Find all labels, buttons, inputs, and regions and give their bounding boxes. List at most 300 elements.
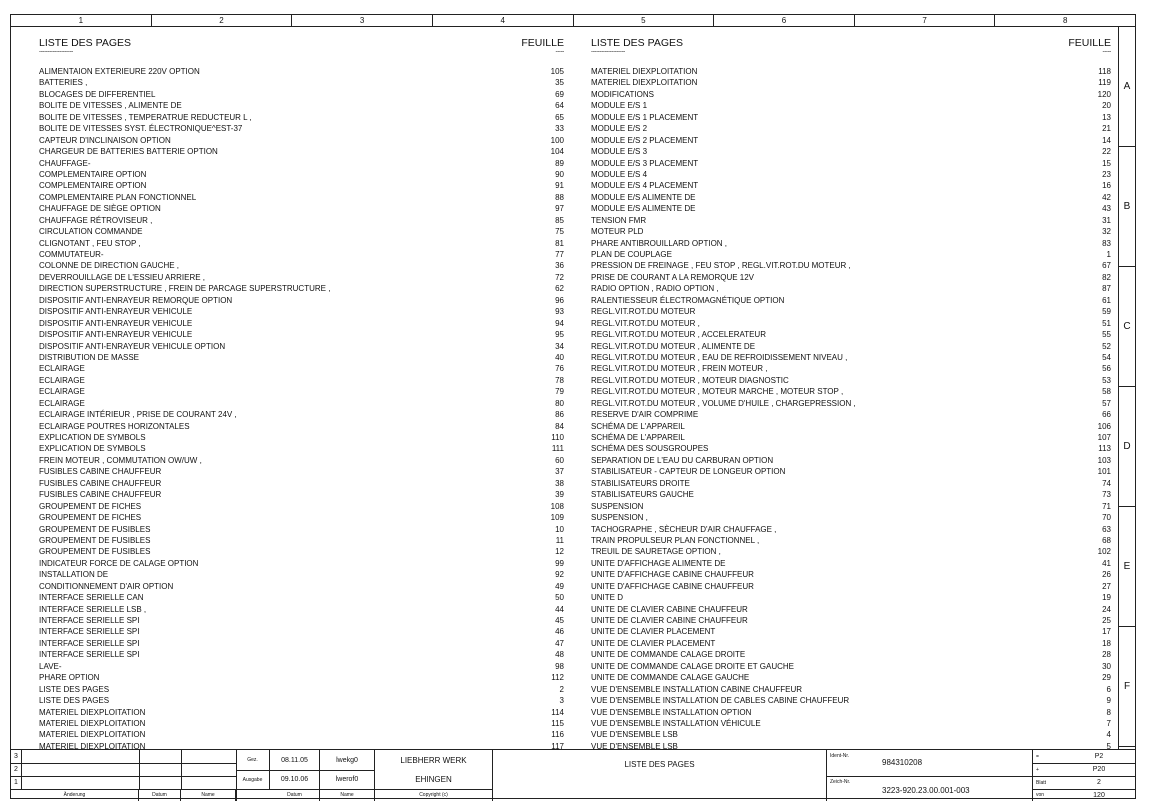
entry-page: 7 bbox=[1106, 718, 1111, 728]
list-item bbox=[39, 135, 564, 146]
list-item bbox=[39, 180, 564, 191]
entry-title: REGL.VIT.ROT.DU MOTEUR , VOLUME D'HUILE , CHARGEPRESSION , bbox=[591, 398, 856, 408]
entry-page: 89 bbox=[555, 158, 564, 168]
list-item bbox=[39, 352, 564, 363]
entry-page: 101 bbox=[1097, 467, 1111, 477]
ausgabe-name: lwerof0 bbox=[320, 770, 375, 789]
entry-page: 91 bbox=[555, 181, 564, 191]
entry-title: STABILISATEURS GAUCHE bbox=[591, 490, 694, 500]
entry-title: UNITE D'AFFICHAGE CABINE CHAUFFEUR bbox=[591, 581, 754, 591]
zeich-cell bbox=[827, 776, 1033, 801]
entry-title: INTERFACE SERIELLE SPI bbox=[39, 638, 140, 648]
entry-title: SUSPENSION , bbox=[591, 513, 648, 523]
list-item bbox=[591, 501, 1111, 512]
list-item bbox=[591, 100, 1111, 111]
ident-number: 984310208 bbox=[882, 758, 923, 767]
list-item bbox=[39, 501, 564, 512]
entry-page: 88 bbox=[555, 192, 564, 202]
list-item bbox=[39, 466, 564, 477]
list-item bbox=[591, 249, 1111, 260]
entry-title: PRISE DE COURANT A LA REMORQUE 12V bbox=[591, 272, 755, 282]
entry-page: 11 bbox=[555, 535, 564, 545]
entry-title: LAVE- bbox=[39, 661, 62, 671]
plant-code: P2 bbox=[1094, 753, 1104, 760]
list-item bbox=[591, 203, 1111, 214]
list-item bbox=[39, 729, 564, 740]
entry-page: 42 bbox=[1102, 192, 1111, 202]
page-list-left bbox=[39, 37, 564, 751]
entry-page: 92 bbox=[555, 570, 564, 580]
entry-page: 16 bbox=[1102, 181, 1111, 191]
entry-title: UNITE D'AFFICHAGE CABINE CHAUFFEUR bbox=[591, 570, 754, 580]
list-item bbox=[591, 466, 1111, 477]
entry-title: CHAUFFAGE RÉTROVISEUR , bbox=[39, 215, 153, 225]
entry-page: 117 bbox=[551, 741, 564, 751]
entry-page: 64 bbox=[555, 101, 564, 111]
entry-page: 68 bbox=[1102, 535, 1111, 545]
entry-title: VUE D'ENSEMBLE INSTALLATION VÉHICULE bbox=[591, 718, 761, 728]
entry-title: LISTE DES PAGES bbox=[39, 696, 110, 706]
list-item bbox=[591, 398, 1111, 409]
entry-title: VUE D'ENSEMBLE INSTALLATION OPTION bbox=[591, 707, 752, 717]
list-item bbox=[39, 329, 564, 340]
entry-title: EXPLICATION DE SYMBOLS bbox=[39, 444, 146, 454]
entry-title: SUSPENSION bbox=[591, 501, 644, 511]
entry-title: MODULE E/S ALIMENTE DE bbox=[591, 192, 696, 202]
entry-title: INSTALLATION DE bbox=[39, 570, 109, 580]
zeich-number: 3223-920.23.00.001-003 bbox=[882, 786, 970, 795]
row-marker: E bbox=[1119, 506, 1135, 627]
entry-title: LISTE DES PAGES bbox=[39, 684, 110, 694]
entry-page: 18 bbox=[1102, 638, 1111, 648]
page-list-right bbox=[591, 37, 1111, 751]
entry-title: UNITE DE CLAVIER PLACEMENT bbox=[591, 627, 716, 637]
list-item bbox=[591, 512, 1111, 523]
list-item bbox=[591, 306, 1111, 317]
location-mark: + bbox=[1036, 766, 1039, 773]
tb-line bbox=[1033, 776, 1135, 777]
entry-title: RALENTIESSEUR ÉLECTROMAGNÉTIQUE OPTION bbox=[591, 295, 785, 305]
entry-page: 37 bbox=[555, 467, 564, 477]
entry-page: 10 bbox=[555, 524, 564, 534]
entry-title: UNITE DE CLAVIER CABINE CHAUFFEUR bbox=[591, 604, 748, 614]
entry-title: CAPTEUR D'INCLINAISON OPTION bbox=[39, 135, 171, 145]
entry-page: 49 bbox=[555, 581, 564, 591]
entry-page: 33 bbox=[555, 124, 564, 134]
entry-title: COMPLEMENTAIRE PLAN FONCTIONNEL bbox=[39, 192, 197, 202]
entries-right bbox=[591, 66, 1111, 752]
list-item bbox=[591, 409, 1111, 420]
rev-line bbox=[11, 763, 236, 764]
list-item bbox=[39, 386, 564, 397]
list-item bbox=[39, 77, 564, 88]
entry-title: GROUPEMENT DE FICHES bbox=[39, 513, 142, 523]
list-item bbox=[39, 661, 564, 672]
entry-title: TRAIN PROPULSEUR PLAN FONCTIONNEL , bbox=[591, 535, 760, 545]
entry-page: 21 bbox=[1102, 124, 1111, 134]
entry-title: TACHOGRAPHE , SÈCHEUR D'AIR CHAUFFAGE , bbox=[591, 524, 777, 534]
entry-page: 115 bbox=[551, 718, 564, 728]
entry-page: 96 bbox=[555, 295, 564, 305]
entry-page: 56 bbox=[1102, 364, 1111, 374]
entry-title: ECLAIRAGE bbox=[39, 387, 85, 397]
entry-title: REGL.VIT.ROT.DU MOTEUR , FREIN MOTEUR , bbox=[591, 364, 768, 374]
list-item bbox=[39, 363, 564, 374]
list-item bbox=[591, 169, 1111, 180]
list-item bbox=[591, 295, 1111, 306]
list-item bbox=[39, 455, 564, 466]
entry-title: PHARE ANTIBROUILLARD OPTION , bbox=[591, 238, 728, 248]
entry-title: INTERFACE SERIELLE CAN bbox=[39, 593, 144, 603]
entry-title: SCHÉMA DES SOUSGROUPES bbox=[591, 444, 709, 454]
entry-page: 113 bbox=[1098, 444, 1111, 454]
list-item bbox=[591, 649, 1111, 660]
entry-page: 4 bbox=[1106, 730, 1111, 740]
entry-page: 15 bbox=[1102, 158, 1111, 168]
tb-line bbox=[1033, 789, 1135, 790]
list-item bbox=[591, 215, 1111, 226]
entry-page: 62 bbox=[555, 284, 564, 294]
entry-title: COMMUTATEUR- bbox=[39, 250, 104, 259]
entry-page: 75 bbox=[555, 227, 564, 237]
list-item bbox=[39, 512, 564, 523]
entry-page: 93 bbox=[555, 307, 564, 317]
entry-page: 51 bbox=[1102, 318, 1111, 328]
drawing-sheet bbox=[10, 14, 1136, 799]
entry-page: 94 bbox=[555, 318, 564, 328]
column-marker: 7 bbox=[855, 15, 996, 26]
entry-page: 58 bbox=[1102, 387, 1111, 397]
entry-page: 2 bbox=[559, 684, 564, 694]
list-item bbox=[39, 649, 564, 660]
entry-page: 9 bbox=[1106, 696, 1111, 706]
list-item bbox=[591, 695, 1111, 706]
row-marker: D bbox=[1119, 386, 1135, 507]
list-item bbox=[39, 100, 564, 111]
entry-page: 84 bbox=[555, 421, 564, 431]
entry-title: COLONNE DE DIRECTION GAUCHE , bbox=[39, 261, 180, 271]
datum-label: Datum bbox=[270, 789, 320, 801]
list-item bbox=[591, 729, 1111, 740]
list-item bbox=[39, 592, 564, 603]
entry-page: 50 bbox=[555, 593, 564, 603]
doc-title-space bbox=[493, 779, 827, 801]
column-marker: 1 bbox=[11, 15, 152, 26]
entry-page: 69 bbox=[555, 89, 564, 99]
entry-page: 110 bbox=[551, 433, 564, 442]
list-item bbox=[39, 707, 564, 718]
entry-page: 76 bbox=[555, 364, 564, 374]
entry-page: 30 bbox=[1102, 661, 1111, 671]
list-title: LISTE DES PAGES bbox=[591, 37, 684, 49]
entry-title: DISPOSITIF ANTI-ENRAYEUR VEHICULE bbox=[39, 307, 193, 317]
von-number: 120 bbox=[1093, 791, 1105, 799]
entry-title: UNITE D bbox=[591, 593, 623, 603]
entry-title: RADIO OPTION , RADIO OPTION , bbox=[591, 284, 719, 294]
entry-title: INTERFACE SERIELLE SPI bbox=[39, 627, 140, 637]
feuille-rule: ----- bbox=[1102, 49, 1111, 55]
row-marker: A bbox=[1119, 26, 1135, 147]
entry-title: MODULE E/S 4 bbox=[591, 169, 648, 179]
list-item bbox=[39, 524, 564, 535]
entry-title: CLIGNOTANT , FEU STOP , bbox=[39, 238, 141, 248]
entry-page: 114 bbox=[551, 707, 564, 717]
entry-page: 78 bbox=[555, 375, 564, 385]
entry-page: 52 bbox=[1102, 341, 1111, 351]
list-item bbox=[39, 478, 564, 489]
entry-page: 13 bbox=[1102, 112, 1111, 122]
entry-page: 100 bbox=[550, 135, 564, 145]
entry-title: REGL.VIT.ROT.DU MOTEUR , MOTEUR MARCHE , MOTEUR STOP , bbox=[591, 387, 844, 397]
entry-page: 77 bbox=[555, 250, 564, 259]
list-item bbox=[39, 318, 564, 329]
entry-page: 99 bbox=[555, 558, 564, 568]
list-item bbox=[39, 695, 564, 706]
rev-divider bbox=[139, 750, 140, 789]
company-line2: EHINGEN bbox=[375, 770, 493, 789]
plant-mark: = bbox=[1036, 753, 1039, 760]
list-item bbox=[591, 66, 1111, 77]
list-item bbox=[591, 661, 1111, 672]
entry-title: MATERIEL DIEXPLOITATION bbox=[39, 741, 146, 751]
entry-page: 55 bbox=[1102, 330, 1111, 340]
tb-line bbox=[827, 776, 1033, 777]
entry-page: 111 bbox=[551, 444, 564, 454]
entry-title: MODULE E/S 3 PLACEMENT bbox=[591, 158, 699, 168]
entry-title: CIRCULATION COMMANDE bbox=[39, 227, 143, 237]
entry-page: 1 bbox=[1106, 250, 1111, 259]
entry-title: MODULE E/S 4 PLACEMENT bbox=[591, 181, 699, 191]
entry-page: 27 bbox=[1102, 581, 1111, 591]
column-marker-strip bbox=[11, 15, 1135, 27]
entry-title: INTERFACE SERIELLE SPI bbox=[39, 616, 140, 625]
list-item bbox=[39, 489, 564, 500]
feuille-rule: ----- bbox=[555, 49, 564, 55]
entry-title: TENSION FMR bbox=[591, 215, 647, 225]
entry-title: EXPLICATION DE SYMBOLS bbox=[39, 433, 146, 442]
list-item bbox=[591, 478, 1111, 489]
entry-title: UNITE DE COMMANDE CALAGE GAUCHE bbox=[591, 673, 750, 683]
entry-title: ECLAIRAGE POUTRES HORIZONTALES bbox=[39, 421, 190, 431]
entry-title: REGL.VIT.ROT.DU MOTEUR bbox=[591, 307, 696, 317]
entry-page: 108 bbox=[550, 501, 564, 511]
company-line1: LIEBHERR WERK bbox=[375, 750, 493, 770]
list-item bbox=[39, 226, 564, 237]
list-item bbox=[591, 77, 1111, 88]
entry-page: 63 bbox=[1102, 524, 1111, 534]
entry-page: 47 bbox=[555, 638, 564, 648]
rev-header-name: Name bbox=[181, 789, 236, 801]
entry-page: 70 bbox=[1102, 513, 1111, 523]
entry-title: MOTEUR PLD bbox=[591, 227, 644, 237]
entry-page: 8 bbox=[1106, 707, 1111, 717]
entry-page: 39 bbox=[555, 490, 564, 500]
list-item bbox=[591, 638, 1111, 649]
ident-label: Ident-Nr. bbox=[830, 753, 850, 759]
list-item bbox=[39, 684, 564, 695]
entry-page: 67 bbox=[1102, 261, 1111, 271]
entry-page: 44 bbox=[555, 604, 564, 614]
list-item bbox=[591, 192, 1111, 203]
entry-page: 3 bbox=[559, 696, 564, 706]
entry-title: GROUPEMENT DE FUSIBLES bbox=[39, 547, 151, 557]
entry-page: 112 bbox=[551, 673, 564, 683]
entry-page: 6 bbox=[1106, 684, 1111, 694]
list-header-left bbox=[39, 37, 564, 61]
entry-page: 17 bbox=[1102, 627, 1111, 637]
entry-title: RESERVE D'AIR COMPRIME bbox=[591, 410, 699, 420]
entry-title: BOLITE DE VITESSES SYST. ÉLECTRONIQUE^EST-37 bbox=[39, 124, 243, 134]
entry-title: BOLITE DE VITESSES , TEMPERATRUE REDUCTEUR L , bbox=[39, 112, 252, 122]
entry-title: ECLAIRAGE bbox=[39, 364, 85, 374]
list-item bbox=[591, 581, 1111, 592]
entry-page: 46 bbox=[555, 627, 564, 637]
entry-page: 72 bbox=[555, 272, 564, 282]
entry-page: 36 bbox=[555, 261, 564, 271]
rev-row-3: 3 bbox=[11, 750, 22, 763]
entry-title: REGL.VIT.ROT.DU MOTEUR , MOTEUR DIAGNOSTIC bbox=[591, 375, 789, 385]
list-item bbox=[591, 146, 1111, 157]
entry-page: 57 bbox=[1102, 398, 1111, 408]
entry-title: ECLAIRAGE bbox=[39, 375, 85, 385]
list-item bbox=[39, 718, 564, 729]
column-marker: 2 bbox=[152, 15, 293, 26]
entry-page: 79 bbox=[555, 387, 564, 397]
row-marker: B bbox=[1119, 146, 1135, 267]
entry-page: 24 bbox=[1102, 604, 1111, 614]
row-marker: F bbox=[1119, 626, 1135, 747]
entry-title: VUE D'ENSEMBLE LSB bbox=[591, 730, 678, 740]
entry-title: SEPARATION DE L'EAU DU CARBURAN OPTION bbox=[591, 455, 774, 465]
list-item bbox=[591, 238, 1111, 249]
entry-page: 71 bbox=[1102, 501, 1111, 511]
list-item bbox=[39, 238, 564, 249]
entry-title: GROUPEMENT DE FUSIBLES bbox=[39, 524, 151, 534]
entry-title: REGL.VIT.ROT.DU MOTEUR , ALIMENTE DE bbox=[591, 341, 756, 351]
entry-title: UNITE DE COMMANDE CALAGE DROITE ET GAUCHE bbox=[591, 661, 794, 671]
entry-title: INTERFACE SERIELLE SPI bbox=[39, 650, 140, 660]
name-label: Name bbox=[320, 789, 375, 801]
rev-divider bbox=[181, 750, 182, 789]
list-item bbox=[591, 684, 1111, 695]
entry-page: 40 bbox=[555, 352, 564, 362]
entry-title: CHARGEUR DE BATTERIES BATTERIE OPTION bbox=[39, 147, 218, 157]
entry-page: 81 bbox=[555, 238, 564, 248]
list-title: LISTE DES PAGES bbox=[39, 37, 132, 49]
list-title-rule: -------------------- bbox=[591, 49, 625, 55]
entry-page: 105 bbox=[550, 67, 564, 76]
list-item bbox=[591, 421, 1111, 432]
list-item bbox=[39, 558, 564, 569]
rev-header-change: Änderung bbox=[11, 789, 139, 801]
list-item bbox=[39, 66, 564, 77]
list-item bbox=[39, 112, 564, 123]
entry-title: MODULE E/S 1 bbox=[591, 101, 648, 111]
zeich-label: Zeich-Nr. bbox=[830, 779, 851, 785]
list-item bbox=[591, 626, 1111, 637]
entry-page: 12 bbox=[555, 547, 564, 557]
entry-title: DISPOSITIF ANTI-ENRAYEUR VEHICULE bbox=[39, 318, 193, 328]
entry-title: CHAUFFAGE DE SIÈGE OPTION bbox=[39, 204, 161, 214]
entry-title: DEVERROUILLAGE DE L'ESSIEU ARRIERE , bbox=[39, 272, 206, 282]
entry-title: PRESSION DE FREINAGE , FEU STOP , REGL.VIT.ROT.DU MOTEUR , bbox=[591, 261, 851, 271]
entries-left bbox=[39, 66, 564, 752]
column-marker: 8 bbox=[1062, 16, 1068, 25]
entry-title: MODULE E/S 1 PLACEMENT bbox=[591, 112, 699, 122]
list-item bbox=[591, 569, 1111, 580]
entry-title: MODULE E/S 2 PLACEMENT bbox=[591, 135, 699, 145]
list-item bbox=[591, 615, 1111, 626]
list-item bbox=[591, 604, 1111, 615]
entry-title: CONDITIONNEMENT D'AIR OPTION bbox=[39, 581, 174, 591]
entry-page: 116 bbox=[551, 730, 564, 740]
entry-title: FUSIBLES CABINE CHAUFFEUR bbox=[39, 467, 162, 477]
list-item bbox=[591, 283, 1111, 294]
row-marker-strip bbox=[1118, 26, 1135, 749]
row-marker: C bbox=[1119, 266, 1135, 387]
entry-title: BATTERIES , bbox=[39, 78, 88, 88]
gez-label: Gez. bbox=[236, 750, 270, 770]
list-item bbox=[39, 89, 564, 100]
entry-page: 73 bbox=[1102, 490, 1111, 500]
blatt-label: Blatt bbox=[1036, 779, 1047, 786]
list-item bbox=[591, 363, 1111, 374]
list-item bbox=[39, 249, 564, 260]
entry-title: MODULE E/S 3 bbox=[591, 147, 648, 157]
entry-title: MATERIEL DIEXPLOITATION bbox=[39, 718, 146, 728]
list-item bbox=[591, 123, 1111, 134]
list-item bbox=[591, 89, 1111, 100]
entry-title: MODULE E/S 2 bbox=[591, 124, 648, 134]
list-item bbox=[591, 329, 1111, 340]
column-marker: 3 bbox=[292, 15, 433, 26]
list-item bbox=[39, 375, 564, 386]
list-item bbox=[591, 158, 1111, 169]
entry-page: 23 bbox=[1102, 169, 1111, 179]
gez-name: lwekg0 bbox=[320, 750, 375, 770]
entry-page: 60 bbox=[555, 455, 564, 465]
rev-header-date: Datum bbox=[139, 789, 181, 801]
entry-page: 29 bbox=[1102, 673, 1111, 683]
entry-page: 19 bbox=[1102, 593, 1111, 603]
list-title-rule: -------------------- bbox=[39, 49, 73, 55]
column-marker: 4 bbox=[433, 15, 574, 26]
entry-title: CHAUFFAGE- bbox=[39, 158, 91, 168]
list-item bbox=[591, 707, 1111, 718]
list-item bbox=[591, 352, 1111, 363]
rev-line bbox=[11, 776, 236, 777]
entry-title: UNITE DE COMMANDE CALAGE DROITE bbox=[591, 650, 746, 660]
entry-page: 97 bbox=[555, 204, 564, 214]
tb-line bbox=[1033, 763, 1135, 764]
list-item bbox=[591, 226, 1111, 237]
entry-title: ECLAIRAGE bbox=[39, 398, 85, 408]
entry-page: 35 bbox=[555, 78, 564, 88]
entry-title: INTERFACE SERIELLE LSB , bbox=[39, 604, 147, 614]
entry-title: DISPOSITIF ANTI-ENRAYEUR VEHICULE bbox=[39, 330, 193, 340]
entry-page: 98 bbox=[555, 661, 564, 671]
list-item bbox=[39, 341, 564, 352]
list-item bbox=[591, 112, 1111, 123]
list-item bbox=[591, 592, 1111, 603]
list-item bbox=[39, 215, 564, 226]
list-item bbox=[39, 158, 564, 169]
entry-title: MODIFICATIONS bbox=[591, 89, 654, 99]
entry-title: VUE D'ENSEMBLE INSTALLATION DE CABLES CABINE CHAUFFEUR bbox=[591, 696, 850, 706]
entry-page: 65 bbox=[555, 112, 564, 122]
list-item bbox=[591, 135, 1111, 146]
entry-page: 109 bbox=[550, 513, 564, 523]
